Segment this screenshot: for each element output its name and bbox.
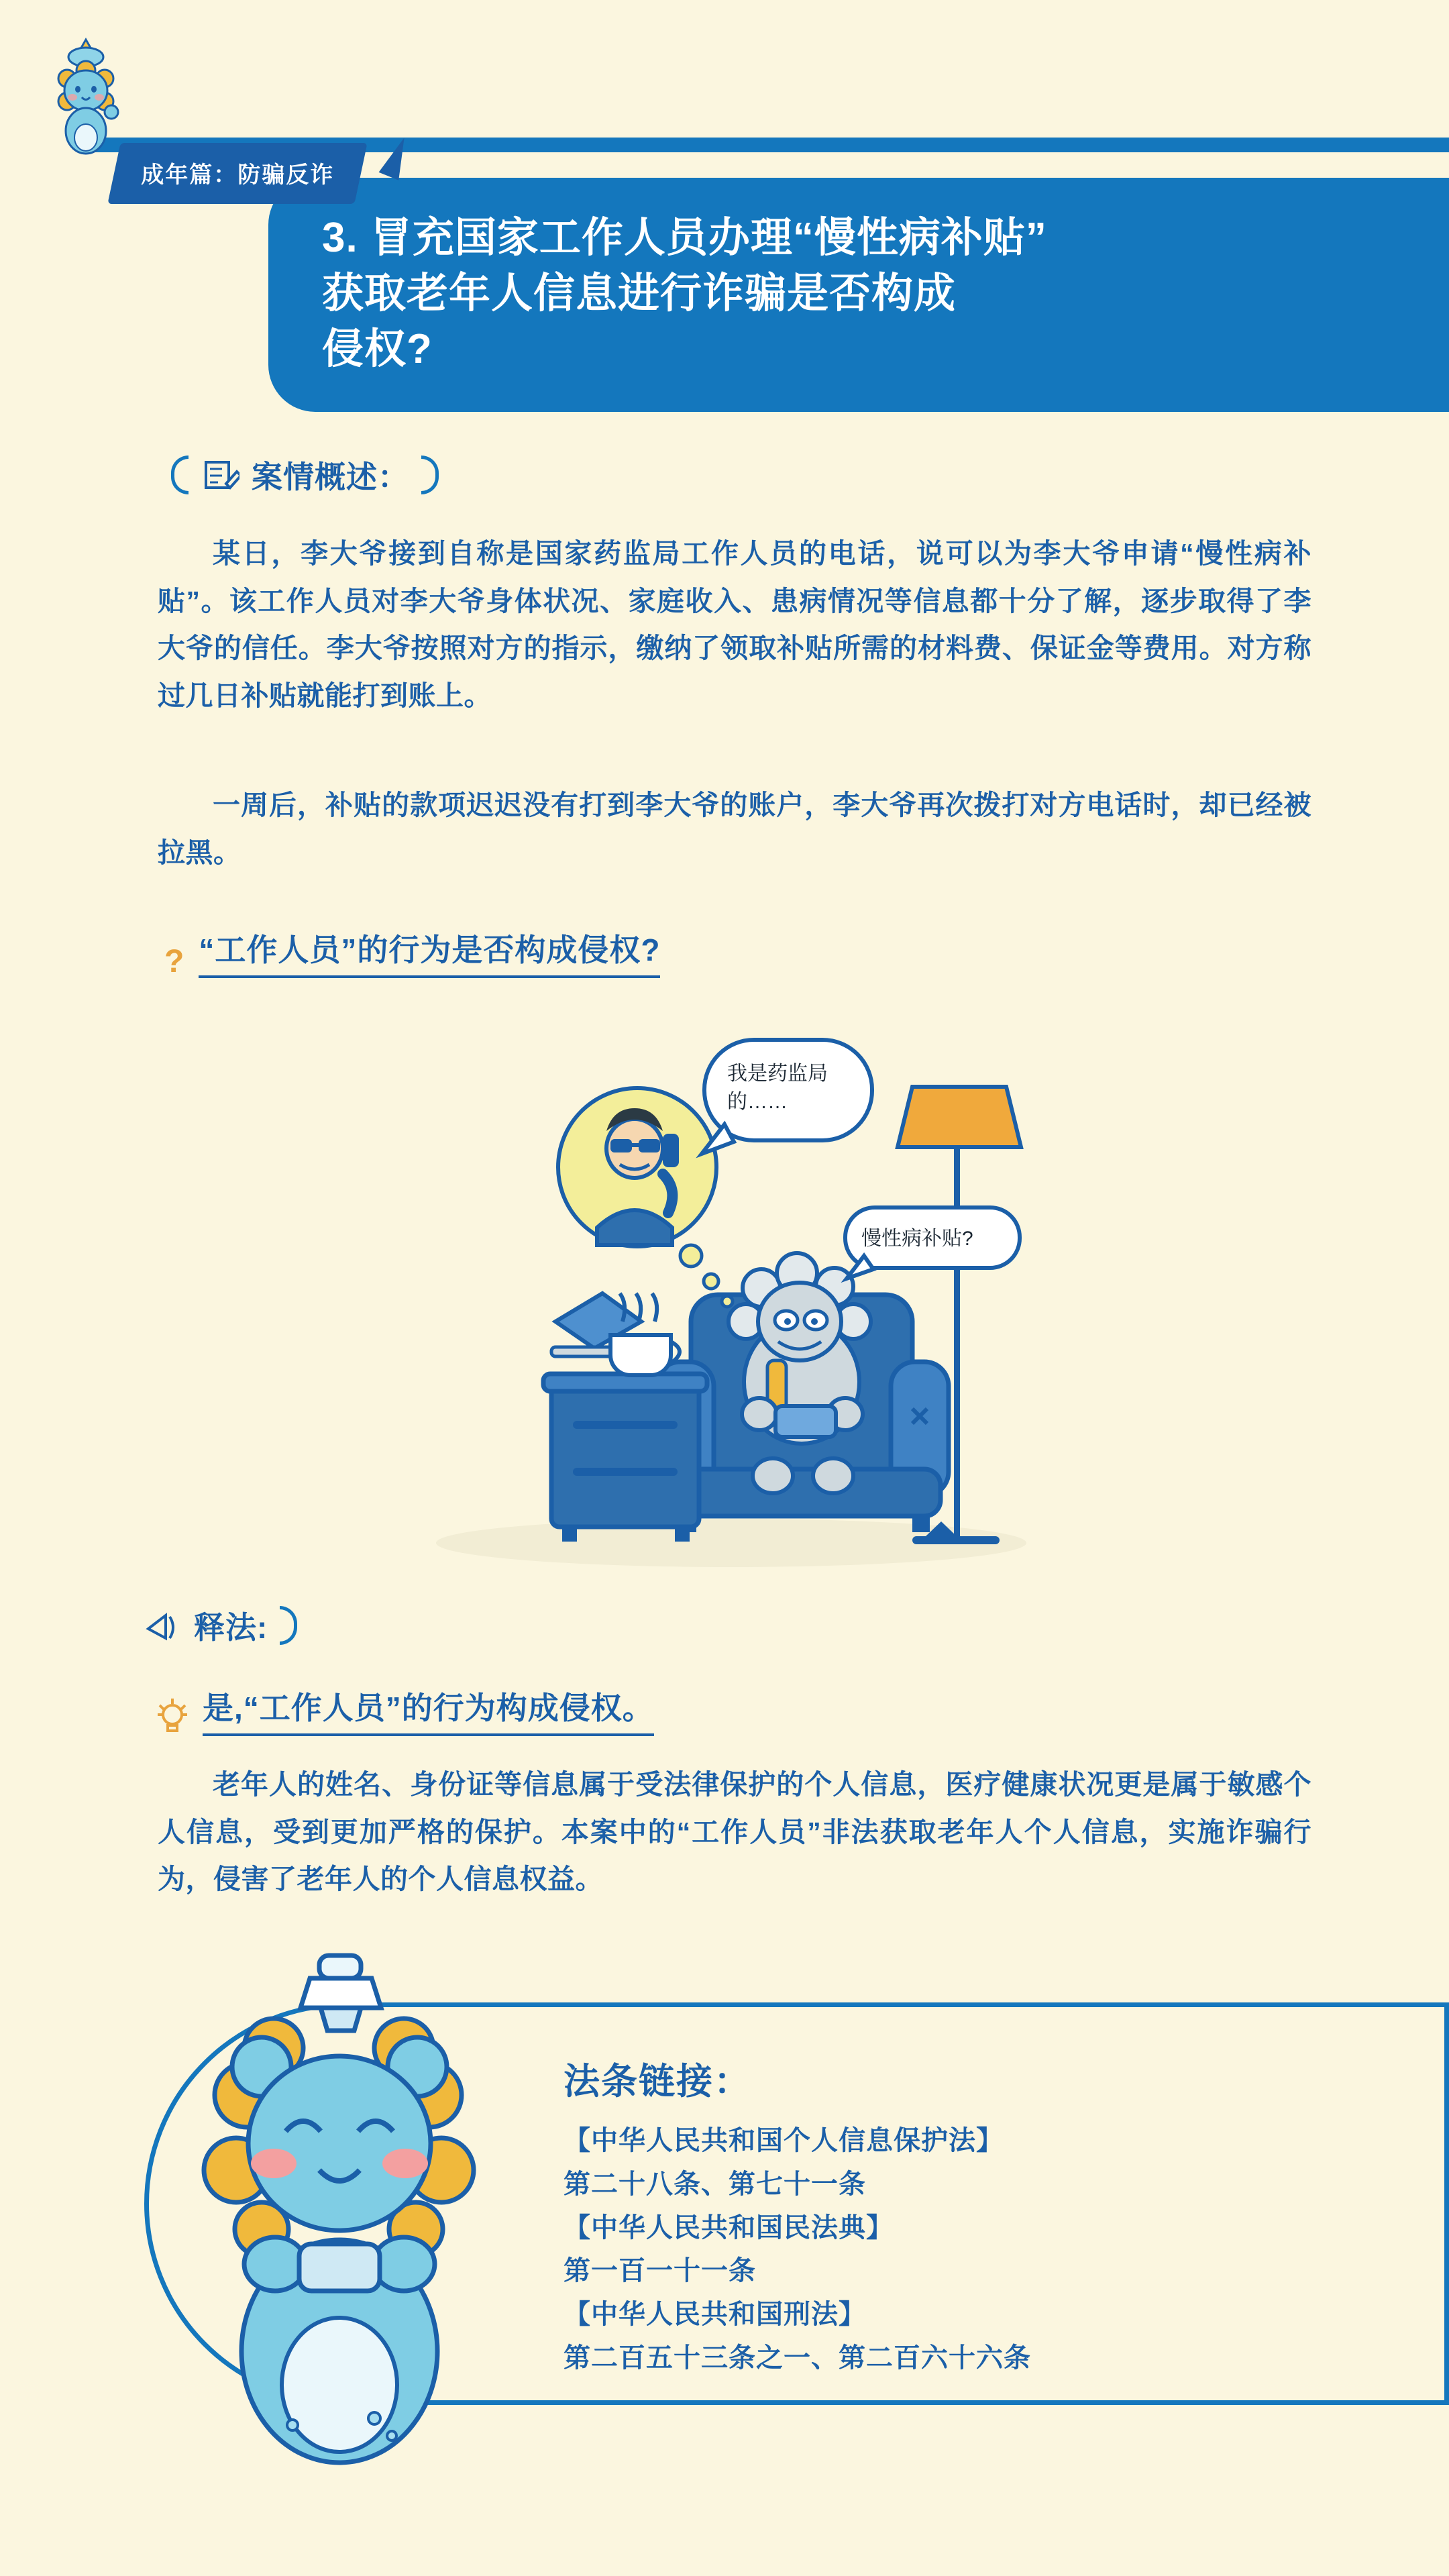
law-links-line-1: 【中华人民共和国个人信息保护法】: [564, 2126, 1004, 2155]
answer-text: 是,“工作人员”的行为构成侵权。: [203, 1684, 654, 1736]
thought-bubble-text-line2: 的……: [727, 1091, 788, 1113]
bracket-right: [421, 455, 439, 494]
law-links-content: [564, 2053, 1031, 2380]
mascot-large: [161, 1949, 523, 2479]
law-links-line-2: 第二十八条、第七十一条: [564, 2169, 866, 2199]
illustration: [376, 1006, 1087, 1590]
question-mark-icon: ?: [164, 944, 184, 979]
lightbulb-icon: [156, 1697, 189, 1736]
case-paragraph-1: 某日，李大爷接到自称是国家药监局工作人员的电话，说可以为李大爷申请“慢性病补贴”。该工作人员对李大爷身体状况、家庭收入、患病情况等信息都十分了解，逐步取得了李大爷的信任。李大爷按照对方的指示，缴纳了领取补贴所需的材料费、保证金等费用。对方称过几日补贴就能打到账上。: [158, 538, 1311, 711]
law-explain-heading: [144, 1603, 297, 1648]
page-title-line-2: 获取老年人信息进行诈骗是否构成: [322, 270, 957, 317]
law-explain-label: 释法:: [194, 1610, 268, 1645]
law-links-line-5: 【中华人民共和国刑法】: [564, 2300, 866, 2330]
bracket-left: [171, 455, 189, 494]
bracket-right-2: [280, 1606, 297, 1645]
series-tab: [107, 143, 367, 204]
law-explain-paragraph: 老年人的姓名、身份证等信息属于受法律保护的个人信息，医疗健康状况更是属于敏感个人信息，受到更加严格的保护。本案中的“工作人员”非法获取老年人个人信息，实施诈骗行为，侵害了老年人的个人信息权益。: [158, 1769, 1311, 1895]
speech-bubble-text: 慢性病补贴?: [861, 1228, 973, 1250]
thought-bubble-text-line1: 我是药监局: [727, 1063, 828, 1085]
note-pencil-icon: [201, 455, 239, 494]
page-title: [268, 178, 1449, 412]
law-links-line-3: 【中华人民共和国民法典】: [564, 2212, 894, 2243]
header-ribbon: [0, 64, 1449, 188]
question-line: [164, 926, 660, 978]
page-title-line-3: 侵权?: [322, 326, 433, 373]
series-tab-label: 成年篇：防骗反诈: [141, 162, 335, 188]
case-summary-heading: [171, 453, 439, 497]
law-links-title: 法条链接：: [564, 2061, 751, 2102]
law-links-line-4: 第一百一十一条: [564, 2256, 756, 2286]
question-text: “工作人员”的行为是否构成侵权?: [199, 926, 660, 978]
mascot-small: [40, 37, 141, 161]
answer-line: [156, 1684, 654, 1736]
page-title-line-1: 3. 冒充国家工作人员办理“慢性病补贴”: [322, 215, 1047, 261]
case-paragraph-2: 一周后，补贴的款项迟迟没有打到李大爷的账户，李大爷再次拨打对方电话时，却已经被拉黑。: [158, 790, 1311, 868]
case-summary-label: 案情概述：: [252, 460, 409, 494]
megaphone-icon: [144, 1610, 182, 1641]
law-links-line-6: 第二百五十三条之一、第二百六十六条: [564, 2343, 1031, 2373]
